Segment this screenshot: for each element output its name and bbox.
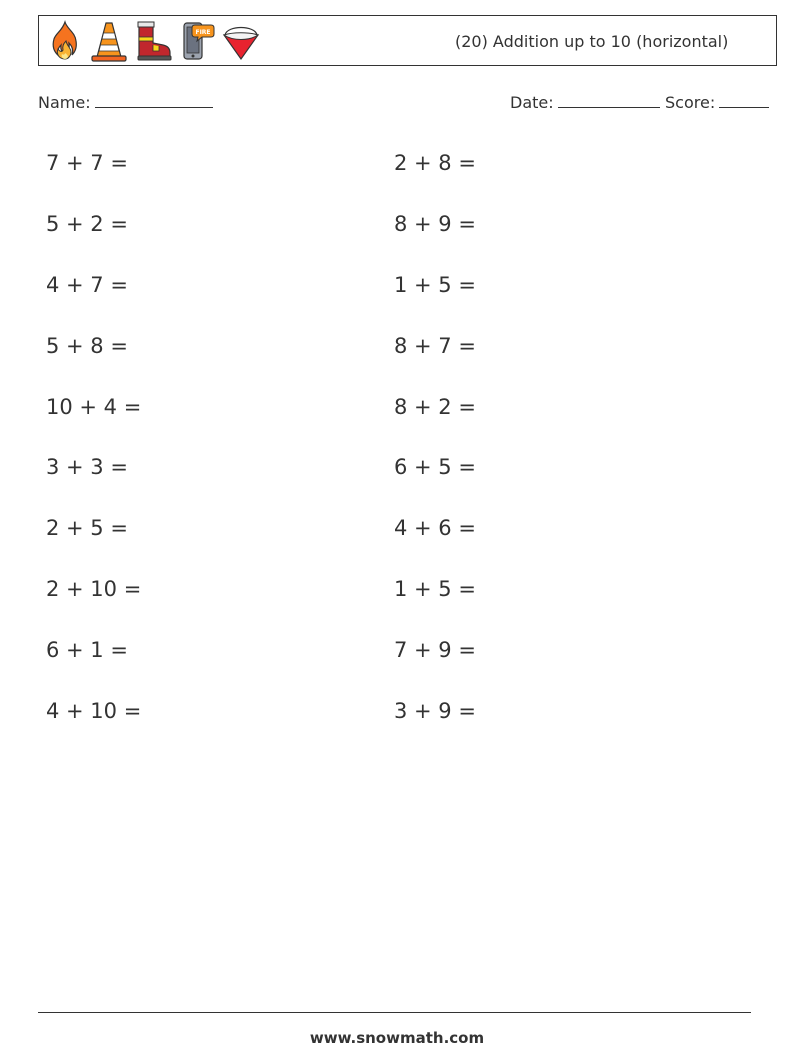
problem-left-1: 7 + 7 = (46, 151, 128, 175)
problem-left-3: 4 + 7 = (46, 273, 128, 297)
problem-right-8: 1 + 5 = (394, 577, 476, 601)
problem-right-10: 3 + 9 = (394, 699, 476, 723)
problem-left-5: 10 + 4 = (46, 395, 142, 419)
firefighter-boot-icon (133, 19, 173, 63)
problem-left-9: 6 + 1 = (46, 638, 128, 662)
problem-left-4: 5 + 8 = (46, 334, 128, 358)
date-label: Date: (510, 93, 554, 112)
header-icons (45, 19, 265, 63)
problem-right-6: 6 + 5 = (394, 455, 476, 479)
problem-left-2: 5 + 2 = (46, 212, 128, 236)
problem-right-7: 4 + 6 = (394, 516, 476, 540)
fire-alarm-phone-icon (177, 19, 217, 63)
date-field[interactable] (510, 93, 660, 113)
footer-url[interactable]: www.snowmath.com (309, 1029, 485, 1047)
date-blank[interactable] (558, 93, 660, 108)
problem-right-9: 7 + 9 = (394, 638, 476, 662)
name-blank[interactable] (95, 93, 213, 108)
problem-left-8: 2 + 10 = (46, 577, 142, 601)
problem-right-1: 2 + 8 = (394, 151, 476, 175)
score-field[interactable] (665, 93, 769, 113)
problem-right-2: 8 + 9 = (394, 212, 476, 236)
worksheet-header (38, 15, 777, 66)
worksheet-title: (20) Addition up to 10 (horizontal) (455, 32, 729, 51)
flame-icon (45, 19, 85, 63)
score-label: Score: (665, 93, 716, 112)
problem-right-5: 8 + 2 = (394, 395, 476, 419)
fire-bucket-icon (221, 19, 261, 63)
problem-left-6: 3 + 3 = (46, 455, 128, 479)
problem-right-4: 8 + 7 = (394, 334, 476, 358)
traffic-cone-icon (89, 19, 129, 63)
footer-divider (38, 1012, 751, 1013)
problem-left-10: 4 + 10 = (46, 699, 142, 723)
score-blank[interactable] (719, 93, 769, 108)
problem-left-7: 2 + 5 = (46, 516, 128, 540)
phone-badge-text: FIRE (195, 29, 211, 36)
name-field[interactable] (38, 93, 213, 113)
name-label: Name: (38, 93, 91, 112)
problem-right-3: 1 + 5 = (394, 273, 476, 297)
